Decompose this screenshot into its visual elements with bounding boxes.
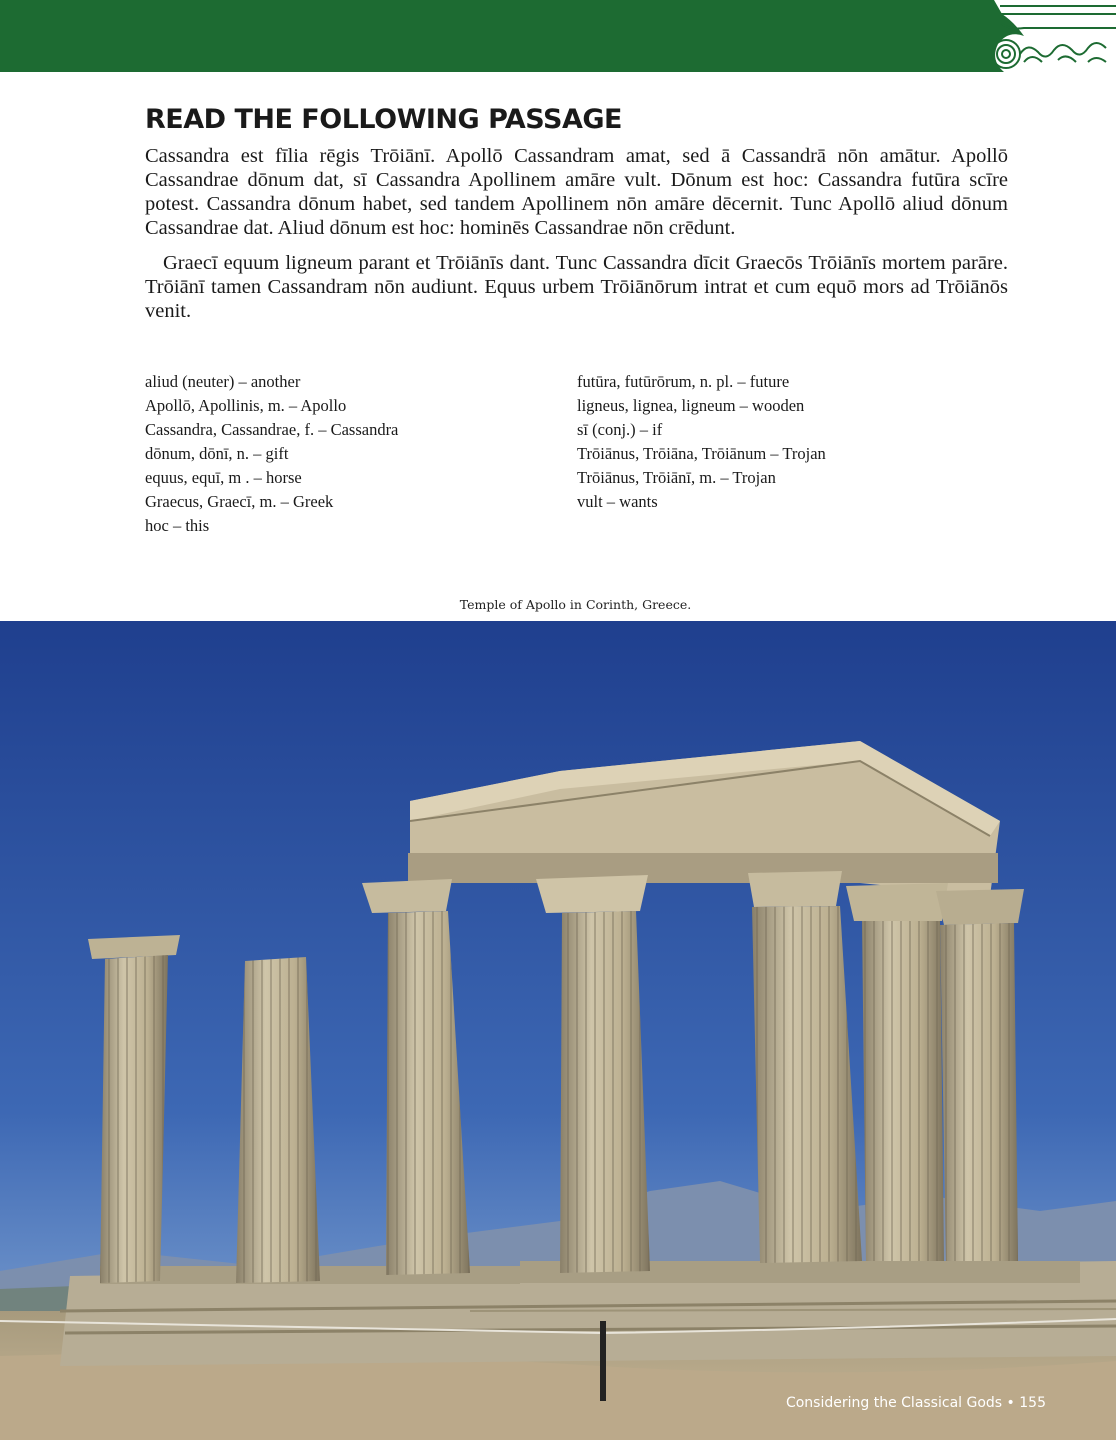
- vocab-entry: vult – wants: [577, 492, 658, 511]
- vocab-entry: sī (conj.) – if: [577, 420, 663, 439]
- section-heading: READ THE FOLLOWING PASSAGE: [145, 104, 622, 135]
- reading-passage: [145, 144, 1008, 334]
- vocab-entry: Trōiānus, Trōiāna, Trōiānum – Trojan: [577, 444, 826, 463]
- passage-paragraph-1: Cassandra est fīlia rēgis Trōiānī. Apollō Cassandram amat, sed ā Cassandrā nōn amātur. Apollō Cassandrae dōnum dat, sī Cassandra Apollinem amāre vult. Dōnum est hoc: Cassandra futūra scīre potest. Cassandra dōnum habet, sed tandem Apollinem nōn amāre dēcernit. Tunc Apollō aliud dōnum Cassandrae dat. Aliud dōnum est hoc: hominēs Cassandrae nōn crēdunt.: [145, 145, 1008, 239]
- temple-of-apollo-photo: [0, 621, 1116, 1440]
- vocab-entry: ligneus, lignea, ligneum – wooden: [577, 396, 805, 415]
- vocab-entry: dōnum, dōnī, n. – gift: [145, 444, 289, 463]
- footer-separator: •: [1006, 1395, 1015, 1411]
- vocab-entry: Trōiānus, Trōiānī, m. – Trojan: [577, 468, 776, 487]
- vocab-entry: hoc – this: [145, 516, 210, 535]
- vocab-entry: Apollō, Apollinis, m. – Apollo: [145, 396, 347, 415]
- vocab-entry: aliud (neuter) – another: [145, 372, 301, 391]
- vocab-entry: futūra, futūrōrum, n. pl. – future: [577, 372, 790, 391]
- vocabulary-list-right: [577, 370, 997, 514]
- header-band: [0, 0, 1116, 72]
- page-footer: [786, 1395, 1046, 1411]
- vocabulary-list-left: [145, 370, 565, 538]
- page-number: 155: [1019, 1395, 1046, 1411]
- vocab-entry: equus, equī, m . – horse: [145, 468, 302, 487]
- vocab-entry: Graecus, Graecī, m. – Greek: [145, 492, 334, 511]
- vocab-entry: Cassandra, Cassandrae, f. – Cassandra: [145, 420, 399, 439]
- footer-title: Considering the Classical Gods: [785, 1395, 1003, 1411]
- passage-paragraph-2: Graecī equum ligneum parant et Trōiānīs dant. Tunc Cassandra dīcit Graecōs Trōiānīs mortem parāre. Trōiānī tamen Cassandram nōn audiunt. Equus urbem Trōiānōrum intrat et cum equō mors ad Trōiānōs venit.: [145, 252, 1008, 322]
- photo-caption: Temple of Apollo in Corinth, Greece.: [459, 597, 692, 612]
- ionic-capital-icon: [984, 0, 1116, 80]
